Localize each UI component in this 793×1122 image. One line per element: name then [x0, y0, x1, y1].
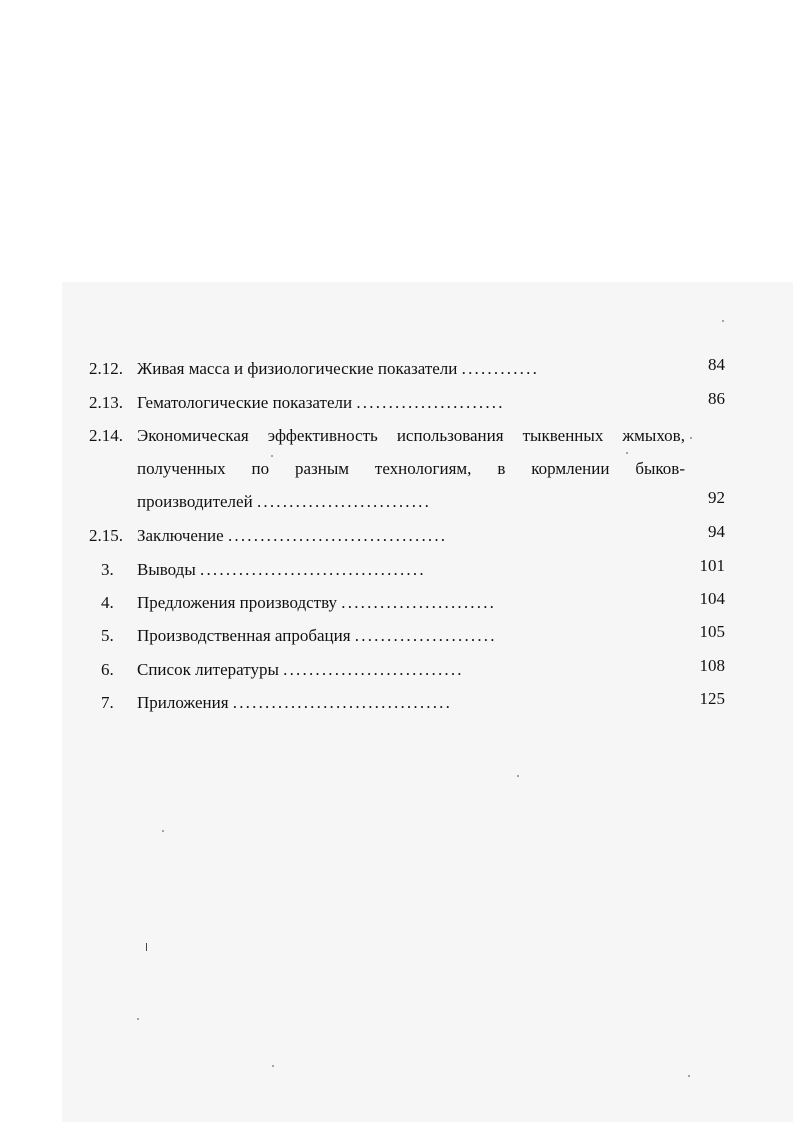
toc-title: производителей — [137, 492, 253, 511]
toc-number: 5. — [101, 626, 114, 645]
toc-page-number: 84 — [708, 355, 725, 374]
toc-number: 2.12. — [89, 359, 123, 378]
toc-title: Заключение — [137, 526, 224, 545]
toc-page-number: 108 — [699, 656, 725, 675]
toc-leader: ............ — [461, 359, 540, 378]
toc-page-number: 101 — [699, 556, 725, 575]
toc-title-line-2 — [137, 459, 685, 479]
toc-page-number: 125 — [699, 689, 725, 708]
toc-title: Список литературы — [137, 660, 279, 679]
toc-word: кормлении — [531, 459, 610, 478]
scan-speck — [272, 1065, 274, 1067]
toc-word: разным — [294, 459, 350, 478]
toc-word: полученных — [137, 459, 226, 478]
scan-speck — [626, 452, 628, 454]
scan-speck — [722, 320, 724, 322]
toc-leader: ...................... — [354, 626, 497, 645]
scan-speck — [517, 775, 519, 777]
toc-word: Экономическая — [137, 426, 249, 445]
scan-speck — [690, 437, 692, 439]
toc-title: Предложения производству — [137, 593, 338, 612]
toc-leader: .................................. — [232, 693, 453, 712]
toc-number: 3. — [101, 560, 114, 579]
toc-page-number: 92 — [708, 488, 725, 507]
toc-title-line — [137, 393, 505, 413]
toc-word: по — [251, 459, 270, 478]
scan-speck — [137, 1018, 139, 1020]
toc-word: технологиям, — [374, 459, 472, 478]
toc-leader: ........................... — [256, 492, 432, 511]
toc-word: жмыхов, — [622, 426, 685, 445]
scan-mark — [146, 943, 147, 951]
scan-speck — [271, 455, 273, 457]
toc-title-line — [137, 593, 496, 613]
toc-title-line — [137, 560, 426, 580]
toc-title-line-1 — [137, 426, 685, 446]
toc-leader: .................................. — [227, 526, 448, 545]
toc-word: быков- — [635, 459, 685, 478]
toc-number: 2.15. — [89, 526, 123, 545]
toc-page-number: 94 — [708, 522, 725, 541]
toc-title-line — [137, 626, 497, 646]
toc-title-line-3 — [137, 492, 431, 512]
toc-word: использования — [396, 426, 504, 445]
toc-number: 6. — [101, 660, 114, 679]
toc-title: Выводы — [137, 560, 196, 579]
scan-speck — [688, 1075, 690, 1077]
toc-title: Приложения — [137, 693, 229, 712]
toc-number: 2.13. — [89, 393, 123, 412]
toc-title-line — [137, 359, 539, 379]
toc-leader: ................................... — [200, 560, 426, 579]
scan-speck — [162, 830, 164, 832]
toc-page-number: 104 — [699, 589, 725, 608]
toc-leader: ........................ — [341, 593, 497, 612]
toc-number: 4. — [101, 593, 114, 612]
toc-title: Живая масса и физиологические показатели — [137, 359, 458, 378]
toc-title-line — [137, 660, 464, 680]
toc-title-line — [137, 693, 452, 713]
toc-page-number: 105 — [699, 622, 725, 641]
toc-word: эффективность — [267, 426, 378, 445]
toc-number: 7. — [101, 693, 114, 712]
toc-title: Производственная апробация — [137, 626, 351, 645]
toc-leader: ....................... — [356, 393, 505, 412]
toc-leader: ............................ — [283, 660, 464, 679]
toc-title: Гематологические показатели — [137, 393, 353, 412]
toc-word: тыквенных — [522, 426, 604, 445]
toc-title-line — [137, 526, 447, 546]
toc-number: 2.14. — [89, 426, 123, 445]
toc-word: в — [497, 459, 506, 478]
toc-page-number: 86 — [708, 389, 725, 408]
